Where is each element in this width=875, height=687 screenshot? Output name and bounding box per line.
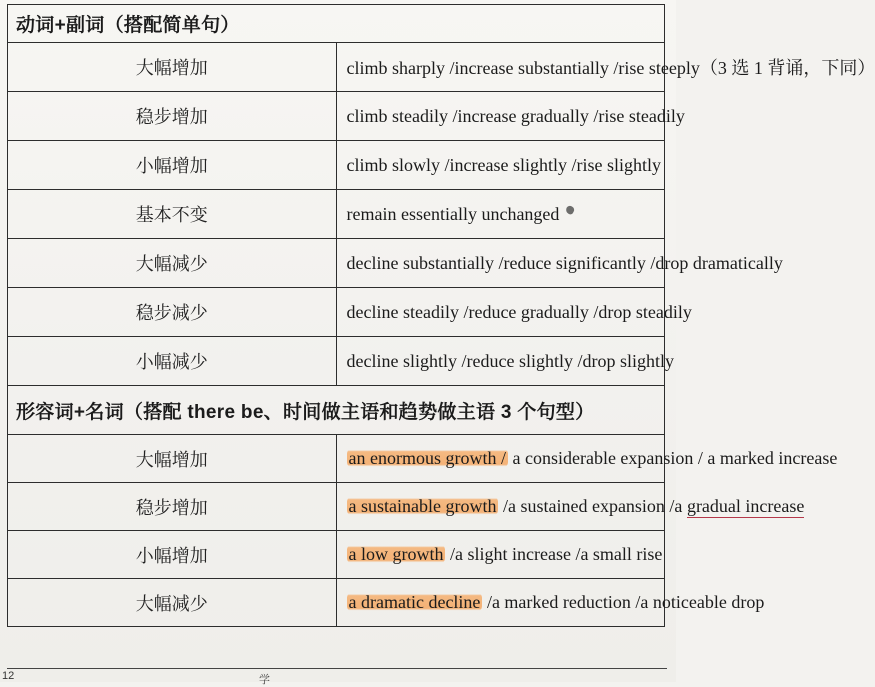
page-number: 12: [2, 670, 15, 682]
table-row: [8, 579, 665, 627]
table-row: [8, 288, 665, 337]
row-content: [336, 579, 765, 627]
phrase-text: a considerable expansion / a marked increase: [507, 448, 838, 468]
table-row: [8, 92, 665, 141]
footer-mark: 学: [259, 674, 270, 686]
table-row: [8, 531, 665, 579]
row-content: climb slowly /increase slightly /rise slightly: [336, 141, 665, 190]
row-content: climb steadily /increase gradually /rise steadily: [336, 92, 665, 141]
vocabulary-table: [7, 4, 875, 627]
table-row: [8, 190, 665, 239]
section-header-adjective-noun: [8, 386, 665, 435]
row-label: 大幅减少: [8, 579, 337, 627]
row-content: decline substantially /reduce significantly /drop dramatically: [336, 239, 665, 288]
table-row: [8, 141, 665, 190]
row-content: remain essentially unchanged: [336, 190, 665, 239]
row-content: [336, 483, 805, 531]
row-label: 小幅增加: [8, 531, 337, 579]
row-label: 稳步增加: [8, 92, 337, 141]
table-row: [8, 239, 665, 288]
highlighted-phrase: a sustainable growth: [348, 496, 497, 516]
row-content: [336, 531, 665, 579]
highlighted-phrase: a dramatic decline: [348, 592, 481, 612]
row-content: decline slightly /reduce slightly /drop slightly: [336, 337, 665, 386]
table-row: [8, 435, 665, 483]
highlighted-phrase: an enormous growth /: [348, 448, 506, 468]
section-title: 形容词+名词（搭配 there be、时间做主语和趋势做主语 3 个句型）: [8, 386, 665, 435]
section-title: 动词+副词（搭配简单句）: [8, 5, 665, 43]
row-label: 小幅增加: [8, 141, 337, 190]
table-row: [8, 337, 665, 386]
section-header-verb-adverb: [8, 5, 665, 43]
row-label: 基本不变: [8, 190, 337, 239]
highlighted-phrase: a low growth: [348, 544, 444, 564]
row-content: [336, 435, 838, 483]
phrase-text: /a sustained expansion /a: [498, 496, 687, 516]
phrase-text: /a slight increase /a small rise: [445, 544, 663, 564]
row-content: climb sharply /increase substantially /rise steeply（3 选 1 背诵，下同）: [336, 43, 665, 92]
row-content: decline steadily /reduce gradually /drop steadily: [336, 288, 665, 337]
row-label: 稳步增加: [8, 483, 337, 531]
row-label: 大幅增加: [8, 435, 337, 483]
underlined-phrase: gradual increase: [686, 496, 805, 516]
phrase-text: /a marked reduction /a noticeable drop: [482, 592, 765, 612]
row-label: 大幅减少: [8, 239, 337, 288]
row-label: 大幅增加: [8, 43, 337, 92]
row-label: 稳步减少: [8, 288, 337, 337]
table-row: [8, 483, 665, 531]
table-row: [8, 43, 665, 92]
footer-divider: [7, 668, 667, 669]
row-label: 小幅减少: [8, 337, 337, 386]
